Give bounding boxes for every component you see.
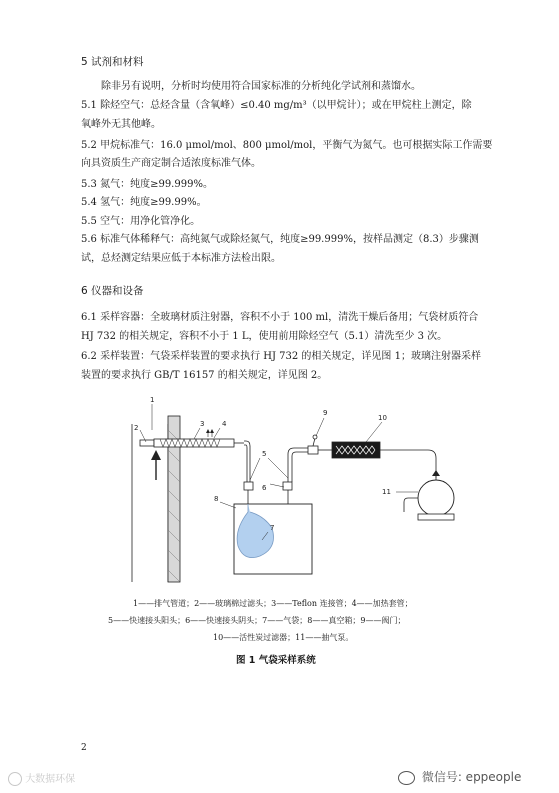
callout-2: 2: [134, 424, 139, 432]
item-5-3: 5.3 氮气：纯度≥99.999%。: [81, 179, 213, 190]
valve-icon: [308, 435, 332, 454]
page-number: 2: [81, 743, 87, 753]
callout-7: 7: [270, 524, 275, 532]
section-5-intro: 除非另有说明，分析时均使用符合国家标准的分析纯化学试剂和蒸馏水。: [101, 81, 421, 92]
figure-legend-line-1: 1——排气管道；2——玻璃棉过滤头；3——Teflon 连接管；4——加热套管；: [133, 599, 413, 608]
heated-teflon-tube: [154, 429, 244, 447]
item-5-6-line2: 试，总烃测定结果应低于本标准方法检出限。: [81, 253, 281, 264]
item-5-4: 5.4 氢气：纯度≥99.99%。: [81, 197, 207, 208]
item-5-2-line1: 5.2 甲烷标准气：16.0 μmol/mol、800 μmol/mol，平衡气为氮气。也可根据实际工作需要: [81, 140, 493, 151]
callout-10: 10: [378, 414, 387, 422]
item-5-2-line2: 向具资质生产商定制合适浓度标准气体。: [81, 158, 261, 169]
callout-4: 4: [222, 420, 227, 428]
figure-legend-line-2: 5——快速接头阳头；6——快速接头阴头；7——气袋；8——真空箱；9——阀门；: [108, 616, 406, 625]
callout-1: 1: [150, 396, 155, 404]
callout-9: 9: [323, 409, 328, 417]
callout-5: 5: [262, 450, 267, 458]
callout-8: 8: [214, 495, 219, 503]
gas-bag-sampling-diagram: [110, 390, 470, 590]
watermark-logo-icon: [8, 772, 22, 786]
section-5-heading: 5 试剂和材料: [81, 56, 144, 68]
item-6-1-line1: 6.1 采样容器：全玻璃材质注射器，容积不小于 100 ml，清洗干燥后备用；气袋材质符合: [81, 312, 479, 323]
tube-to-pump: [380, 450, 436, 478]
quick-connector-female: [283, 482, 292, 490]
callout-6: 6: [262, 484, 267, 492]
figure-title: 图 1 气袋采样系统: [236, 655, 316, 666]
item-6-2-line2: 装置的要求执行 GB/T 16157 的相关规定，详见图 2。: [81, 370, 328, 381]
flow-arrow-icon: [151, 450, 161, 480]
wechat-icon: [398, 771, 415, 785]
watermark-right: [398, 768, 521, 785]
section-6-heading: 6 仪器和设备: [81, 285, 144, 297]
item-5-5: 5.5 空气：用净化管净化。: [81, 216, 201, 227]
tube-to-valve: [288, 448, 308, 482]
glass-wool-filter: [140, 440, 154, 446]
suction-pump: [404, 470, 454, 520]
item-5-1-line1: 5.1 除烃空气：总烃含量（含氧峰）≤0.40 mg/m³（以甲烷计）；或在甲烷柱上测定，除: [81, 100, 472, 111]
item-5-1-line2: 氧峰外无其他峰。: [81, 119, 161, 130]
watermark-left: [8, 770, 75, 786]
tube-to-bag: [244, 441, 250, 482]
item-6-2-line1: 6.2 采样装置：气袋采样装置的要求执行 HJ 732 的相关规定，详见图 1；玻璃注射器采样: [81, 351, 481, 362]
item-5-6-line1: 5.6 标准气体稀释气：高纯氮气或除烃氮气，纯度≥99.999%，按样品测定（8.3）步骤测: [81, 234, 479, 245]
callout-11: 11: [382, 488, 391, 496]
figure-legend-line-3: 10——活性炭过滤器；11——抽气泵。: [213, 633, 354, 642]
item-6-1-line2: HJ 732 的相关规定，容积不小于 1 L，使用前用除烃空气（5.1）清洗至少 3 次。: [81, 331, 448, 342]
activated-carbon-filter: [332, 442, 380, 458]
watermark-right-text: 微信号: eppeople: [421, 770, 522, 784]
quick-connector-male: [244, 482, 253, 490]
callout-3: 3: [200, 420, 205, 428]
watermark-left-text: 大数据环保: [25, 774, 76, 785]
